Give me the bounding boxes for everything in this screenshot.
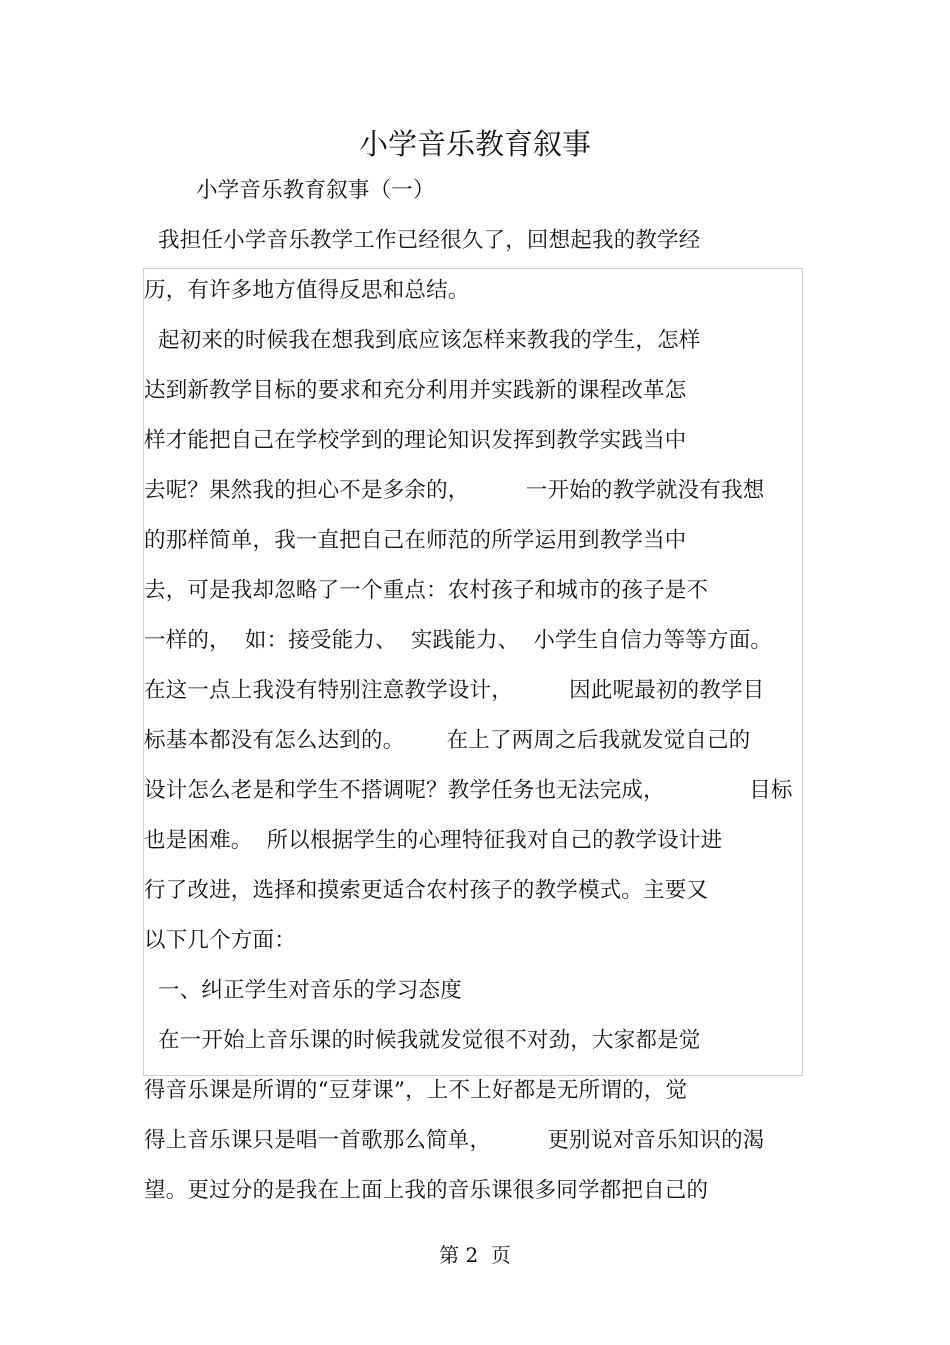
paragraph-line: 样才能把自己在学校学到的理论知识发挥到教学实践当中 (144, 428, 687, 453)
document-title: 小学音乐教育叙事 (358, 127, 591, 161)
section-heading: 一、纠正学生对音乐的学习态度 (158, 978, 462, 1003)
paragraph-line: 起初来的时候我在想我到底应该怎样来教我的学生，怎样 (158, 328, 701, 353)
paragraph-line: 去，可是我却忽略了一个重点：农村孩子和城市的孩子是不 (144, 578, 709, 603)
paragraph-line: 标基本都没有怎么达到的。 在上了两周之后我就发觉自己的 (144, 728, 751, 753)
paragraph-line: 得上音乐课只是唱一首歌那么简单， 更别说对音乐知识的渴 (144, 1128, 765, 1153)
document-subtitle: 小学音乐教育叙事（一） (196, 178, 435, 203)
paragraph-line: 我担任小学音乐教学工作已经很久了，回想起我的教学经 (158, 228, 701, 253)
paragraph-line: 的那样简单，我一直把自己在师范的所学运用到教学当中 (144, 528, 687, 553)
paragraph-line: 一样的， 如：接受能力、 实践能力、 小学生自信力等等方面。 (144, 628, 773, 653)
paragraph-line: 行了改进，选择和摸索更适合农村孩子的教学模式。主要又 (144, 878, 709, 903)
paragraph-line: 在这一点上我没有特别注意教学设计， 因此呢最初的教学目 (144, 678, 765, 703)
paragraph-line: 设计怎么老是和学生不搭调呢？教学任务也无法完成， 目标 (144, 778, 793, 803)
paragraph-line: 在一开始上音乐课的时候我就发觉很不对劲，大家都是觉 (158, 1028, 701, 1053)
paragraph-line: 去呢？果然我的担心不是多余的， 一开始的教学就没有我想 (144, 478, 765, 503)
paragraph-line: 望。更过分的是我在上面上我的音乐课很多同学都把自己的 (144, 1178, 709, 1203)
paragraph-line: 得音乐课是所谓的“豆芽课”，上不上好都是无所谓的，觉 (144, 1078, 688, 1103)
paragraph-line: 历，有许多地方值得反思和总结。 (144, 278, 470, 303)
paragraph-line: 达到新教学目标的要求和充分利用并实践新的课程改革怎 (144, 378, 687, 403)
paragraph-line: 也是困难。 所以根据学生的心理特征我对自己的教学设计进 (144, 828, 723, 853)
page-number: 第 2 页 (439, 1243, 511, 1267)
paragraph-line: 以下几个方面： (144, 928, 296, 953)
